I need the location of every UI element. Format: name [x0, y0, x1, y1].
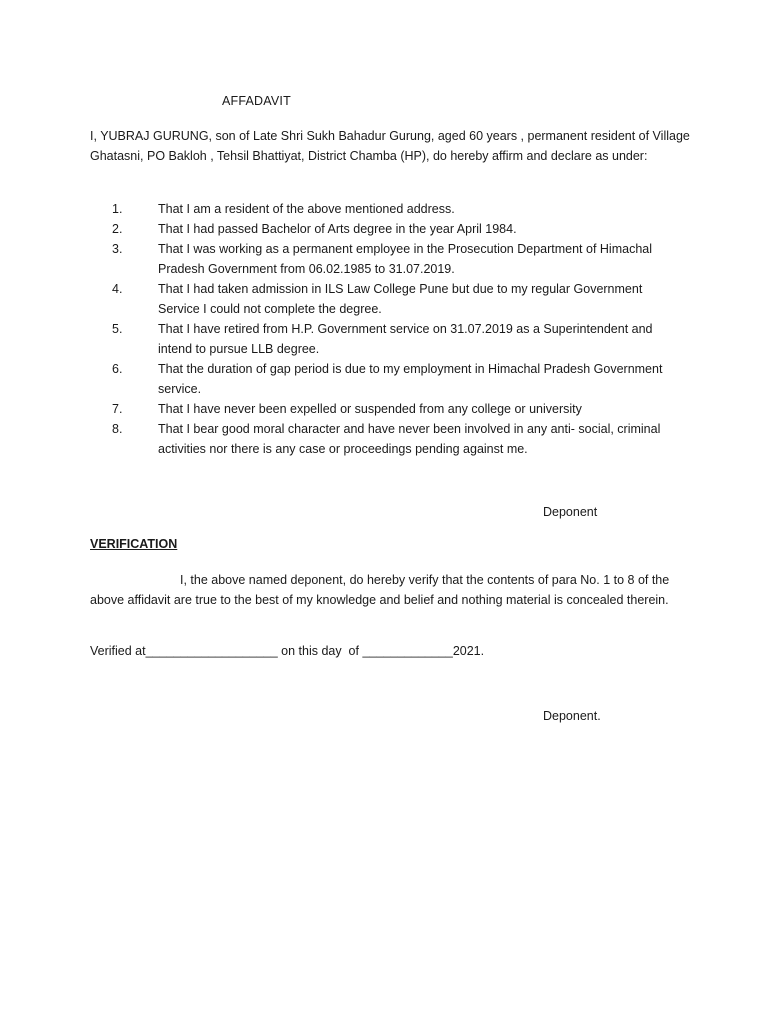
item-number: 3.: [112, 242, 123, 256]
list-item: [90, 359, 690, 399]
list-item: [90, 239, 690, 279]
document-title: AFFADAVIT: [222, 94, 291, 108]
item-number: 8.: [112, 422, 123, 436]
item-number: 1.: [112, 202, 123, 216]
list-item: [90, 419, 690, 459]
item-number: 4.: [112, 282, 123, 296]
item-text: That I am a resident of the above mentioned address.: [158, 202, 455, 216]
intro-paragraph: I, YUBRAJ GURUNG, son of Late Shri Sukh Bahadur Gurung, aged 60 years , permanent resident of Village Ghatasni, PO Bakloh , Tehsil Bhattiyat, District Chamba (HP), do hereby affirm and declare as under:: [90, 129, 690, 163]
item-text: That I bear good moral character and have never been involved in any anti- social, criminal activities nor there is any case or proceedings pending against me.: [158, 422, 661, 456]
verification-heading: VERIFICATION: [90, 537, 178, 551]
list-item: [90, 279, 690, 319]
item-text: That I had taken admission in ILS Law College Pune but due to my regular Government Service I could not complete the degree.: [158, 282, 643, 316]
deponent-signature-label: Deponent: [543, 505, 598, 519]
list-item: [90, 219, 690, 239]
item-text: That I had passed Bachelor of Arts degree in the year April 1984.: [158, 222, 517, 236]
item-number: 2.: [112, 222, 123, 236]
deponent-final-signature-label: Deponent.: [543, 709, 601, 723]
list-item: [90, 199, 690, 219]
item-number: 6.: [112, 362, 123, 376]
list-item: [90, 399, 690, 419]
item-text: That I was working as a permanent employee in the Prosecution Department of Himachal Pradesh Government from 06.02.1985 to 31.07.2019.: [158, 242, 652, 276]
list-item: [90, 319, 690, 359]
verification-paragraph: I, the above named deponent, do hereby verify that the contents of para No. 1 to 8 of the above affidavit are true to the best of my knowledge and belief and nothing material is concealed therein.: [90, 573, 670, 607]
item-number: 5.: [112, 322, 123, 336]
item-text: That I have retired from H.P. Government service on 31.07.2019 as a Superintendent and intend to pursue LLB degree.: [158, 322, 653, 356]
item-text: That I have never been expelled or suspended from any college or university: [158, 402, 582, 416]
item-text: That the duration of gap period is due to my employment in Himachal Pradesh Government service.: [158, 362, 663, 396]
item-number: 7.: [112, 402, 123, 416]
verified-at-line: Verified at___________________ on this day of _____________2021.: [90, 644, 485, 658]
declaration-list: [90, 199, 690, 459]
